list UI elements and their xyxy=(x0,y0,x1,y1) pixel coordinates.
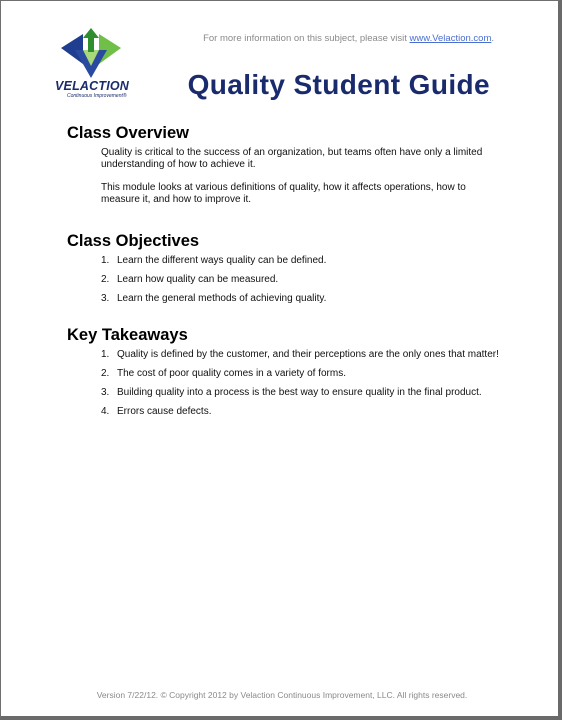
list-item-number: 2. xyxy=(101,274,110,285)
copyright-footer: Version 7/22/12. © Copyright 2012 by Velaction Continuous Improvement, LLC. All rights reserved. xyxy=(96,690,468,700)
list-item-text: Learn the general methods of achieving quality. xyxy=(117,293,327,304)
list-item xyxy=(67,274,507,286)
info-note-text: For more information on this subject, please visit xyxy=(203,33,410,44)
class-overview-section xyxy=(67,124,507,206)
overview-paragraph-1: Quality is critical to the success of an organization, but teams often have only a limited understanding of how to achieve it. xyxy=(101,147,483,170)
list-item xyxy=(67,406,507,418)
list-item-text: Building quality into a process is the best way to ensure quality in the final product. xyxy=(117,387,482,398)
takeaways-list xyxy=(67,349,507,418)
list-item-text: Errors cause defects. xyxy=(117,406,212,417)
list-item xyxy=(67,293,507,305)
list-item-number: 1. xyxy=(101,255,110,266)
class-overview-heading: Class Overview xyxy=(67,124,189,142)
logo-arrow-head xyxy=(83,28,99,38)
class-objectives-section xyxy=(67,232,507,312)
class-objectives-heading: Class Objectives xyxy=(67,232,200,250)
page-title: Quality Student Guide xyxy=(187,69,490,100)
logo-tagline: Continuous Improvement® xyxy=(67,93,127,99)
list-item-number: 1. xyxy=(101,349,110,360)
list-item-text: Learn how quality can be measured. xyxy=(117,274,279,285)
logo-mark-icon xyxy=(55,26,145,81)
list-item xyxy=(67,349,507,361)
list-item-number: 3. xyxy=(101,293,110,304)
logo-wordmark: VELACTION xyxy=(55,79,130,93)
list-item-number: 3. xyxy=(101,387,110,398)
objectives-list xyxy=(67,255,507,305)
key-takeaways-heading: Key Takeaways xyxy=(67,326,188,344)
logo-left-facet xyxy=(61,34,83,64)
list-item-number: 4. xyxy=(101,406,110,417)
overview-paragraph-2: This module looks at various definitions of quality, how it affects operations, how to measure it, and how to improve it. xyxy=(101,182,466,205)
velaction-link[interactable]: www.Velaction.com xyxy=(409,33,492,44)
info-note xyxy=(203,33,494,44)
list-item-text: Learn the different ways quality can be defined. xyxy=(117,255,327,266)
logo-right-facet xyxy=(99,34,121,64)
list-item-number: 2. xyxy=(101,368,110,379)
list-item xyxy=(67,255,507,267)
list-item-text: The cost of poor quality comes in a variety of forms. xyxy=(117,368,346,379)
list-item xyxy=(67,387,507,399)
list-item xyxy=(67,368,507,380)
key-takeaways-section xyxy=(67,326,507,425)
logo-arrow-stem xyxy=(88,36,94,52)
velaction-logo xyxy=(55,26,145,101)
list-item-text: Quality is defined by the customer, and their perceptions are the only ones that matter! xyxy=(117,349,499,360)
info-note-suffix: . xyxy=(491,33,494,44)
